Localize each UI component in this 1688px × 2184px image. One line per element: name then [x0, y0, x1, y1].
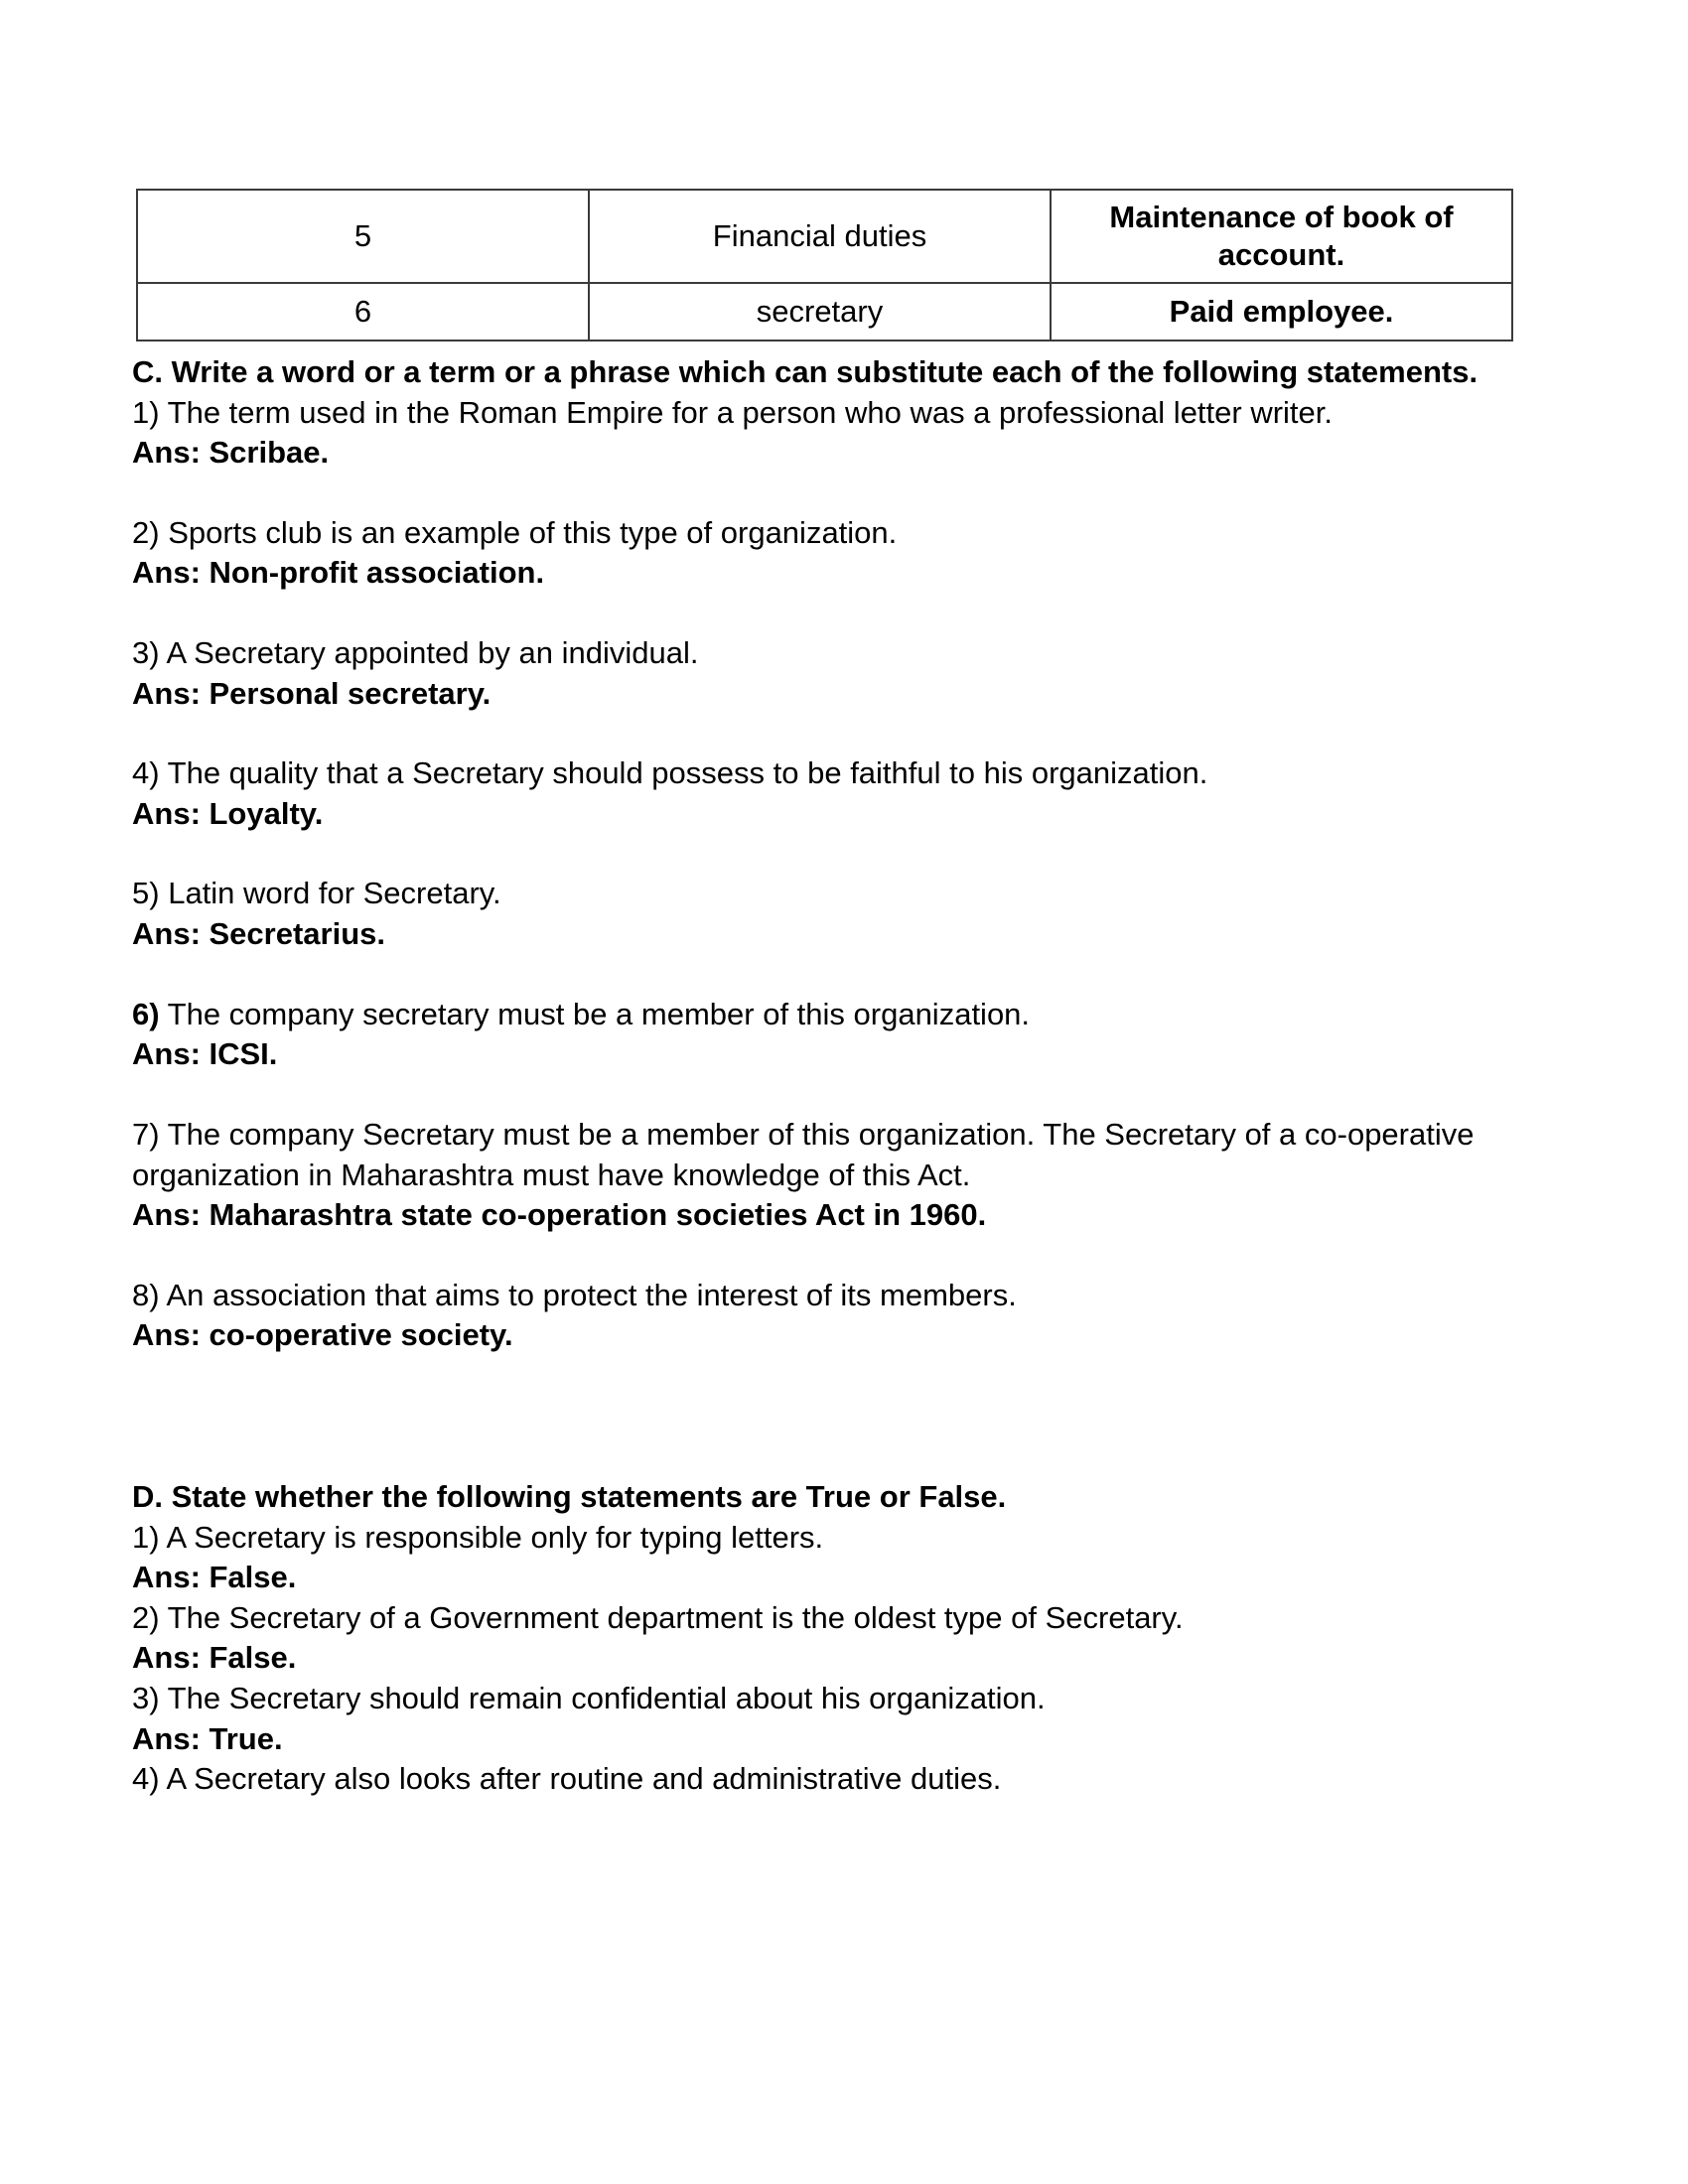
table-cell-sr-no: 6	[137, 283, 589, 341]
question-number: 3)	[132, 1681, 160, 1716]
table-row	[137, 283, 1512, 341]
qa-item	[132, 1518, 1522, 1598]
question-number: 7)	[132, 1116, 160, 1152]
table-cell-duty-type: Financial duties	[589, 190, 1051, 283]
answer-line: Ans: Scribae.	[132, 435, 330, 471]
section-spacer	[132, 1356, 1522, 1477]
question-text: The Secretary should remain confidential about his organization.	[167, 1681, 1046, 1716]
qa-item	[132, 1679, 1522, 1759]
qa-item	[132, 1276, 1522, 1356]
answer-line: Ans: Loyalty.	[132, 795, 324, 831]
answer-line: Ans: False.	[132, 1560, 297, 1595]
qa-item	[132, 1115, 1522, 1236]
qa-item	[132, 633, 1522, 714]
qa-item	[132, 1598, 1522, 1679]
question-line	[132, 513, 1522, 554]
question-text: The Secretary of a Government department is the oldest type of Secretary.	[167, 1599, 1184, 1635]
question-text: A Secretary is responsible only for typing letters.	[166, 1519, 824, 1555]
question-line	[132, 995, 1522, 1035]
question-text: A Secretary appointed by an individual.	[166, 635, 699, 671]
answer-line: Ans: False.	[132, 1640, 297, 1676]
qa-item	[132, 513, 1522, 594]
table-cell-sr-no: 5	[137, 190, 589, 283]
answer-line: Ans: co-operative society.	[132, 1317, 513, 1353]
table-cell-description: Maintenance of book of account.	[1051, 190, 1512, 283]
qa-item	[132, 393, 1522, 474]
answer-line: Ans: Personal secretary.	[132, 675, 492, 711]
question-number: 5)	[132, 876, 160, 911]
question-number: 3)	[132, 635, 160, 671]
qa-item	[132, 995, 1522, 1075]
question-number: 2)	[132, 1599, 160, 1635]
question-line	[132, 753, 1522, 794]
question-text: An association that aims to protect the interest of its members.	[166, 1277, 1017, 1312]
question-line	[132, 633, 1522, 674]
answer-line: Ans: ICSI.	[132, 1036, 278, 1072]
qa-item	[132, 1759, 1522, 1800]
document-body	[132, 352, 1522, 1800]
qa-item	[132, 874, 1522, 954]
table-cell-duty-type: secretary	[589, 283, 1051, 341]
answer-line: Ans: Maharashtra state co-operation societies Act in 1960.	[132, 1197, 987, 1233]
table-cell-description: Paid employee.	[1051, 283, 1512, 341]
question-line	[132, 1679, 1522, 1719]
question-text: A Secretary also looks after routine and administrative duties.	[166, 1761, 1002, 1797]
answer-line: Ans: Secretarius.	[132, 916, 385, 952]
question-number: 8)	[132, 1277, 160, 1312]
question-line	[132, 874, 1522, 914]
section-c-heading: C. Write a word or a term or a phrase which can substitute each of the following statements.	[132, 354, 1478, 389]
question-text: Latin word for Secretary.	[168, 876, 501, 911]
question-number: 2)	[132, 514, 160, 550]
question-line	[132, 1759, 1522, 1800]
question-number: 1)	[132, 394, 160, 430]
question-line	[132, 393, 1522, 434]
question-text: The quality that a Secretary should possess to be faithful to his organization.	[167, 755, 1208, 791]
question-text: The company secretary must be a member of this organization.	[167, 996, 1031, 1031]
qa-item	[132, 753, 1522, 834]
question-line	[132, 1518, 1522, 1559]
question-text: The company Secretary must be a member of this organization. The Secretary of a co-operative organization in Maharashtra must have knowledge of this Act.	[132, 1116, 1475, 1192]
question-number: 1)	[132, 1519, 160, 1555]
question-number: 6)	[132, 996, 160, 1031]
question-line	[132, 1115, 1522, 1195]
table-row	[137, 190, 1512, 283]
section-d-heading: D. State whether the following statements are True or False.	[132, 1478, 1007, 1514]
question-text: The term used in the Roman Empire for a person who was a professional letter writer.	[167, 394, 1334, 430]
question-text: Sports club is an example of this type of organization.	[168, 514, 898, 550]
duties-table	[136, 189, 1513, 341]
answer-line: Ans: True.	[132, 1720, 283, 1756]
question-line	[132, 1598, 1522, 1639]
question-number: 4)	[132, 1761, 160, 1797]
question-line	[132, 1276, 1522, 1316]
question-number: 4)	[132, 755, 160, 791]
answer-line: Ans: Non-profit association.	[132, 555, 545, 591]
